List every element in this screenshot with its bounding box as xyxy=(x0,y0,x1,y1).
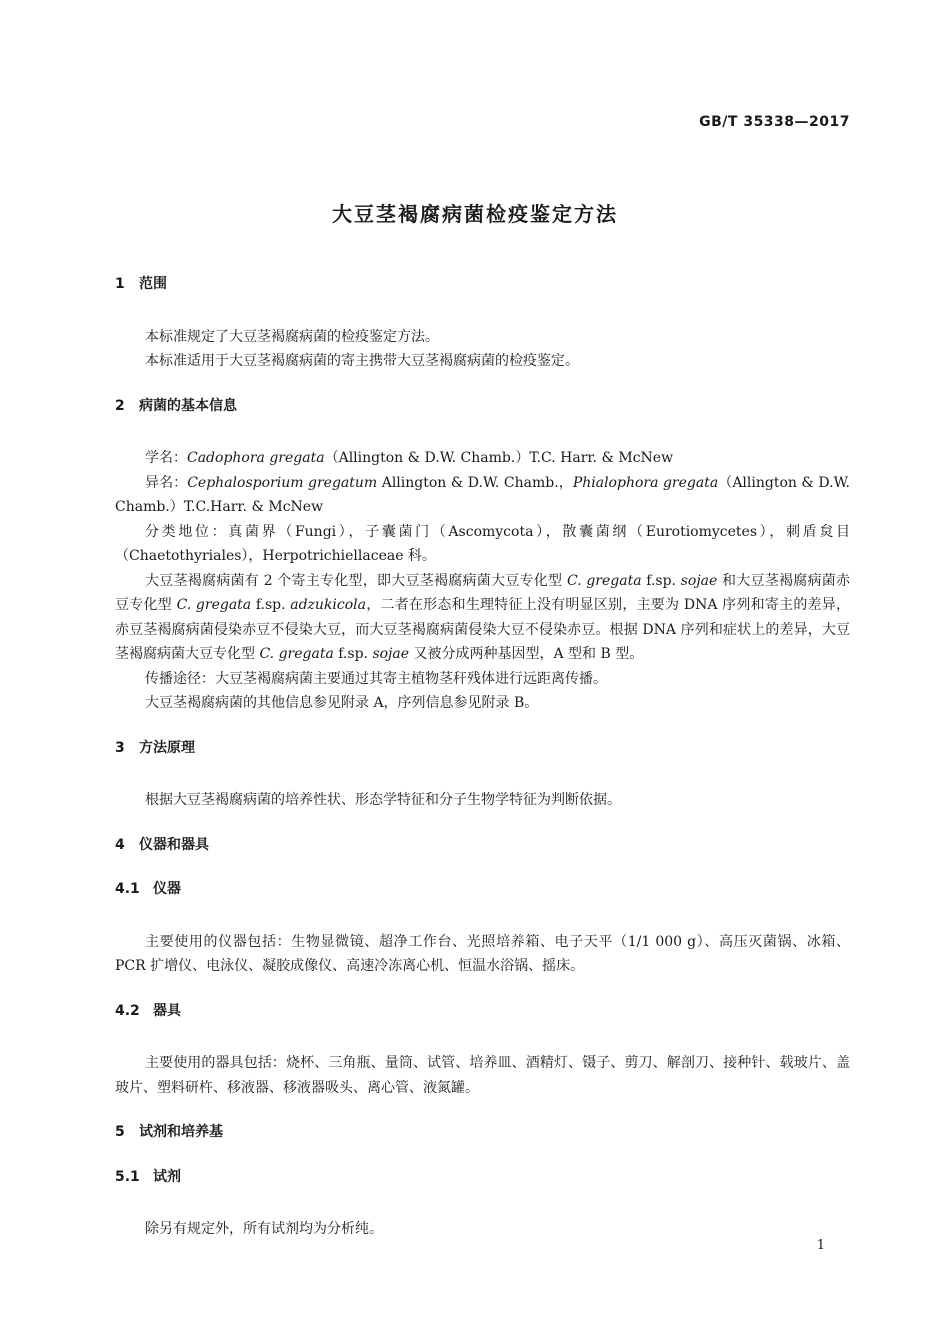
taxon-name: Phialophora gregata xyxy=(572,474,719,491)
section-title: 试剂和培养基 xyxy=(139,1124,223,1140)
section-number: 4 xyxy=(115,836,125,853)
taxon-name: Cephalosporium gregatum xyxy=(187,474,378,491)
section-number: 5 xyxy=(115,1124,125,1140)
taxon-name: C. gregata xyxy=(176,597,252,613)
text: 大豆茎褐腐病菌有 2 个寄主专化型，即大豆茎褐腐病菌大豆专化型 xyxy=(145,572,567,589)
taxonomy: 分类地位：真菌界（Fungi），子囊菌门（Ascomycota），散囊菌纲（Eurotiomycetes），刺盾炱目（Chaetothyriales），Herpotrichiellaceae 科。 xyxy=(115,523,850,564)
text: f.sp. xyxy=(333,646,373,662)
taxon-name: C. gregata xyxy=(566,572,642,589)
page-number: 1 xyxy=(816,1238,825,1253)
authors: （Allington & D.W. Chamb.）T.C.Harr. & McNew xyxy=(115,474,850,515)
section-title: 病菌的基本信息 xyxy=(139,397,237,414)
text: 和大豆茎褐腐病菌赤豆专化型 xyxy=(115,572,851,613)
taxon-name: Cadophora gregata xyxy=(187,450,325,466)
section-4-heading xyxy=(115,833,850,858)
section-title: 仪器和器具 xyxy=(139,836,209,853)
section-title: 器具 xyxy=(153,1002,181,1019)
section-number: 5.1 xyxy=(115,1168,140,1185)
taxon-name: C. gregata xyxy=(259,646,334,662)
text: f.sp. xyxy=(641,572,681,589)
section-number: 3 xyxy=(115,739,125,756)
paragraph: 主要使用的仪器包括：生物显微镜、超净工作台、光照培养箱、电子天平（1/1 000 g）、高压灭菌锅、冰箱、PCR 扩增仪、电泳仪、凝胶成像仪、高速冷冻离心机、恒温水浴锅、摇床。 xyxy=(115,933,850,974)
section-title: 范围 xyxy=(139,276,167,292)
section-title: 试剂 xyxy=(153,1168,181,1185)
taxon-name: adzukicola xyxy=(290,597,367,613)
text: f.sp. xyxy=(251,597,291,613)
authors: Allington & D.W. Chamb.， xyxy=(377,474,573,491)
paragraph: 本标准规定了大豆茎褐腐病菌的检疫鉴定方法。 xyxy=(145,328,439,345)
subsection-4-1-heading xyxy=(115,877,850,902)
taxon-name: sojae xyxy=(372,646,410,662)
section-1-heading xyxy=(115,272,850,297)
section-number: 1 xyxy=(115,276,125,292)
section-3-heading xyxy=(115,736,850,761)
document-body xyxy=(115,272,850,1242)
taxon-name: sojae xyxy=(680,572,718,589)
paragraph: 传播途径：大豆茎褐腐病菌主要通过其寄主植物茎秆残体进行远距离传播。 xyxy=(145,670,607,687)
text: ，二者在形态和生理特征上没有明显区别，主要为 DNA 序列和寄主的差异，赤豆茎褐腐病菌侵染赤豆不侵染大豆，而大豆茎褐腐病菌侵染大豆不侵染赤豆。根据 DNA 序列和症状上的差异，大豆茎褐腐病菌大豆专化型 xyxy=(115,597,850,662)
standard-number: GB/T 35338—2017 xyxy=(699,114,850,130)
authors: （Allington & D.W. Chamb.）T.C. Harr. & McNew xyxy=(324,450,674,466)
text: 又被分成两种基因型，A 型和 B 型。 xyxy=(409,646,644,662)
label: 学名： xyxy=(145,450,187,466)
forma-specialis-paragraph xyxy=(115,569,850,667)
paragraph: 除另有规定外，所有试剂均为分析纯。 xyxy=(145,1221,383,1237)
subsection-4-2-heading xyxy=(115,999,850,1024)
paragraph: 根据大豆茎褐腐病菌的培养性状、形态学特征和分子生物学特征为判断依据。 xyxy=(145,792,621,808)
paragraph: 主要使用的器具包括：烧杯、三角瓶、量筒、试管、培养皿、酒精灯、镊子、剪刀、解剖刀、接种针、载玻片、盖玻片、塑料研杵、移液器、移液器吸头、离心管、液氮罐。 xyxy=(115,1055,850,1096)
section-2-heading xyxy=(115,394,850,419)
label: 异名： xyxy=(145,474,188,491)
synonyms xyxy=(115,471,850,520)
scientific-name xyxy=(115,446,850,471)
section-title: 仪器 xyxy=(153,881,181,897)
paragraph: 本标准适用于大豆茎褐腐病菌的寄主携带大豆茎褐腐病菌的检疫鉴定。 xyxy=(145,353,579,369)
section-title: 方法原理 xyxy=(139,739,195,756)
subsection-5-1-heading xyxy=(115,1165,850,1190)
paragraph: 大豆茎褐腐病菌的其他信息参见附录 A，序列信息参见附录 B。 xyxy=(145,695,539,711)
section-5-heading xyxy=(115,1120,850,1145)
section-number: 2 xyxy=(115,397,125,414)
section-number: 4.2 xyxy=(115,1002,140,1019)
section-number: 4.1 xyxy=(115,881,140,897)
document-title: 大豆茎褐腐病菌检疫鉴定方法 xyxy=(332,202,618,226)
